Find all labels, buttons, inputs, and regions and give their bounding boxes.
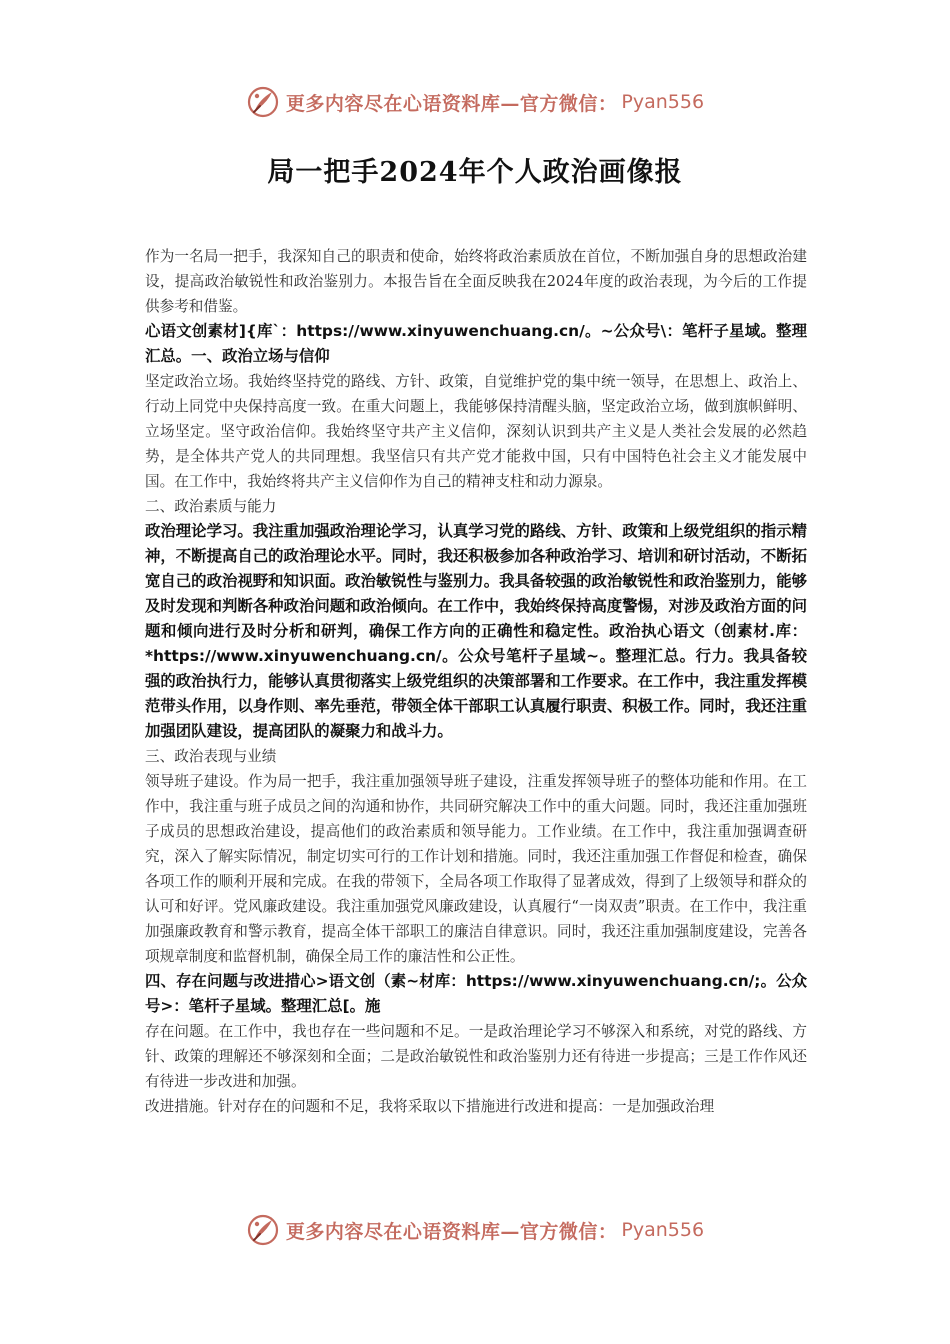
section-2-heading: 二、政治素质与能力	[145, 498, 277, 515]
document-title: 局一把手2024年个人政治画像报	[267, 157, 683, 188]
quill-seal-icon	[246, 85, 280, 119]
section-2-paragraph: 政治理论学习。我注重加强政治理论学习，认真学习党的路线、方针、政策和上级党组织的指示精神，不断提高自己的政治理论水平。同时，我还积极参加各种政治学习、培训和研讨活动，不断拓宽自己的政治视野和知识面。政治敏锐性与鉴别力。我具备较强的政治敏锐性和政治鉴别力，能够及时发现和判断各种政治问题和政治倾向。在工作中，我始终保持高度警惕，对涉及政治方面的问题和倾向进行及时分析和研判，确保工作方向的正确性和稳定性。政治执心语文（创素材.库：*https://www.xinyuwenchuang.cn/。公众号笔杆子星域~。整理汇总。行力。我具备较强的政治执行力，能够认真贯彻落实上级党组织的决策部署和工作要求。在工作中，我注重发挥模范带头作用，以身作则、率先垂范，带领全体干部职工认真履行职责、积极工作。同时，我还注重加强团队建设，提高团队的凝聚力和战斗力。	[145, 522, 807, 740]
section-1-paragraph: 坚定政治立场。我始终坚持党的路线、方针、政策，自觉维护党的集中统一领导，在思想上、政治上、行动上同党中央保持高度一致。在重大问题上，我能够保持清醒头脑，坚定政治立场，做到旗帜鲜明、立场坚定。坚守政治信仰。我始终坚守共产主义信仰，深刻认识到共产主义是人类社会发展的必然趋势，是全体共产党人的共同理想。我坚信只有共产党才能救中国，只有中国特色社会主义才能发展中国。在工作中，我始终将共产主义信仰作为自己的精神支柱和动力源泉。	[145, 373, 807, 490]
watermark-text: 更多内容尽在心语资料库—官方微信：	[285, 92, 618, 115]
footer-watermark-banner	[0, 1210, 950, 1250]
header-watermark-banner	[0, 82, 950, 122]
section-3-paragraph: 领导班子建设。作为局一把手，我注重加强领导班子建设，注重发挥领导班子的整体功能和作用。在工作中，我注重与班子成员之间的沟通和协作，共同研究解决工作中的重大问题。同时，我还注重加强班子成员的思想政治建设，提高他们的政治素质和领导能力。工作业绩。在工作中，我注重加强调查研究，深入了解实际情况，制定切实可行的工作计划和措施。同时，我还注重加强工作督促和检查，确保各项工作的顺利开展和完成。在我的带领下，全局各项工作取得了显著成效，得到了上级领导和群众的认可和好评。党风廉政建设。我注重加强党风廉政建设，认真履行“一岗双责”职责。在工作中，我注重加强廉政教育和警示教育，提高全体干部职工的廉洁自律意识。同时，我还注重加强制度建设，完善各项规章制度和监督机制，确保全局工作的廉洁性和公正性。	[145, 773, 807, 965]
watermark-wechat-id: Pyan556	[621, 1219, 705, 1241]
watermark-inline-section-1-heading: 心语文创素材]{库`：https://www.xinyuwenchuang.cn/。~公众号\：笔杆子星域。整理汇总。一、政治立场与信仰	[145, 322, 807, 365]
document-body	[145, 244, 807, 1119]
intro-paragraph: 作为一名局一把手，我深知自己的职责和使命，始终将政治素质放在首位，不断加强自身的思想政治建设，提高政治敏锐性和政治鉴别力。本报告旨在全面反映我在2024年度的政治表现，为今后的工作提供参考和借鉴。	[145, 248, 807, 315]
watermark-text: 更多内容尽在心语资料库—官方微信：	[285, 1220, 618, 1243]
section-3-heading: 三、政治表现与业绩	[145, 748, 277, 765]
quill-seal-icon	[246, 1213, 280, 1247]
improvements-paragraph: 改进措施。针对存在的问题和不足，我将采取以下措施进行改进和提高：一是加强政治理	[145, 1098, 715, 1115]
watermark-wechat-id: Pyan556	[621, 91, 705, 113]
section-4-heading-with-watermark: 四、存在问题与改进措心>语文创（素~材库：https://www.xinyuwenchuang.cn/;。公众号>：笔杆子星域。整理汇总[。施	[145, 972, 807, 1015]
problems-paragraph: 存在问题。在工作中，我也存在一些问题和不足。一是政治理论学习不够深入和系统，对党的路线、方针、政策的理解还不够深刻和全面；二是政治敏锐性和政治鉴别力还有待进一步提高；三是工作作风还有待进一步改进和加强。	[145, 1023, 807, 1090]
